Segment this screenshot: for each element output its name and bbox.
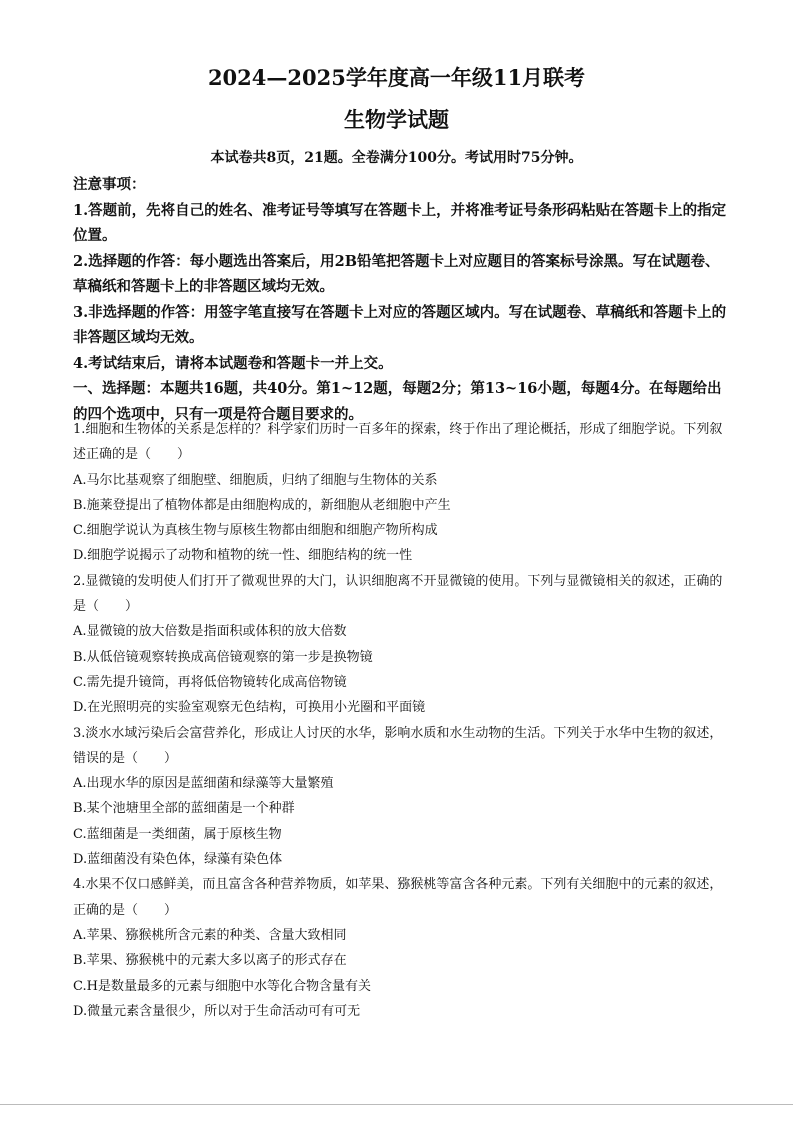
footer-divider [0, 1104, 793, 1105]
option-d: D.微量元素含量很少，所以对于生命活动可有可无 [73, 1003, 361, 1019]
question-stem: 2.显微镜的发明使人们打开了微观世界的大门，认识细胞离不开显微镜的使用。下列与显微镜相关的叙述，正确的是（ ） [73, 573, 723, 615]
option-b: B.苹果、猕猴桃中的元素大多以离子的形式存在 [73, 953, 347, 969]
exam-subject: 生物学试题 [344, 107, 449, 132]
question-2 [73, 569, 728, 721]
question-3 [73, 721, 728, 873]
option-c: C.细胞学说认为真核生物与原核生物都由细胞和细胞产物所构成 [73, 523, 438, 539]
exam-title: 2024—2025学年度高一年级11月联考 [207, 65, 586, 90]
question-stem: 1.细胞和生物体的关系是怎样的？科学家们历时一百多年的探索，终于作出了理论概括，形成了细胞学说。下列叙述正确的是（ ） [73, 422, 723, 463]
option-c: C.蓝细菌是一类细菌，属于原核生物 [73, 826, 282, 842]
section-heading: 一、选择题：本题共16题，共40分。第1~12题，每题2分；第13~16小题，每题4分。在每题给出的四个选项中，只有一项是符合题目要求的。 [73, 380, 722, 423]
question-stem: 4.水果不仅口感鲜美，而且富含各种营养物质，如苹果、猕猴桃等富含各种元素。下列有关细胞中的元素的叙述，正确的是（ ） [73, 877, 723, 918]
question-4 [73, 872, 728, 1024]
option-d: D.细胞学说揭示了动物和植物的统一性、细胞结构的统一性 [73, 548, 413, 564]
option-c: C.需先提升镜筒，再将低倍物镜转化成高倍物镜 [73, 674, 347, 690]
option-a: A.显微镜的放大倍数是指面积或体积的放大倍数 [73, 624, 347, 640]
option-a: A.马尔比基观察了细胞壁、细胞质，归纳了细胞与生物体的关系 [73, 472, 438, 488]
option-b: B.从低倍镜观察转换成高倍镜观察的第一步是换物镜 [73, 649, 373, 665]
option-a: A.出现水华的原因是蓝细菌和绿藻等大量繁殖 [73, 776, 334, 792]
question-1 [73, 417, 728, 569]
option-d: D.蓝细菌没有染色体，绿藻有染色体 [73, 852, 283, 868]
question-list [73, 417, 728, 1024]
notes-section [73, 172, 728, 427]
question-stem: 3.淡水水域污染后会富营养化，形成让人讨厌的水华，影响水质和水生动物的生活。下列关于水华中生物的叙述，错误的是（ ） [73, 725, 723, 766]
option-d: D.在光照明亮的实验室观察无色结构，可换用小光圈和平面镜 [73, 700, 426, 716]
option-a: A.苹果、猕猴桃所含元素的种类、含量大致相同 [73, 927, 347, 943]
note-item: 1.答题前，先将自己的姓名、准考证号等填写在答题卡上，并将准考证号条形码粘贴在答题卡上的指定位置。 [73, 201, 727, 244]
option-c: C.H是数量最多的元素与细胞中水等化合物含量有关 [73, 978, 371, 994]
exam-summary: 本试卷共8页，21题。全卷满分100分。考试用时75分钟。 [210, 150, 583, 166]
note-item: 3.非选择题的作答：用签字笔直接写在答题卡上对应的答题区域内。写在试题卷、草稿纸和答题卡上的非答题区域均无效。 [73, 303, 727, 346]
notes-heading: 注意事项： [73, 176, 146, 193]
note-item: 2.选择题的作答：每小题选出答案后，用2B铅笔把答题卡上对应题目的答案标号涂黑。写在试题卷、草稿纸和答题卡上的非答题区域均无效。 [73, 252, 720, 295]
note-item: 4.考试结束后，请将本试题卷和答题卡一并上交。 [73, 354, 393, 372]
option-b: B.某个池塘里全部的蓝细菌是一个种群 [73, 801, 295, 817]
option-b: B.施莱登提出了植物体都是由细胞构成的，新细胞从老细胞中产生 [73, 497, 451, 513]
